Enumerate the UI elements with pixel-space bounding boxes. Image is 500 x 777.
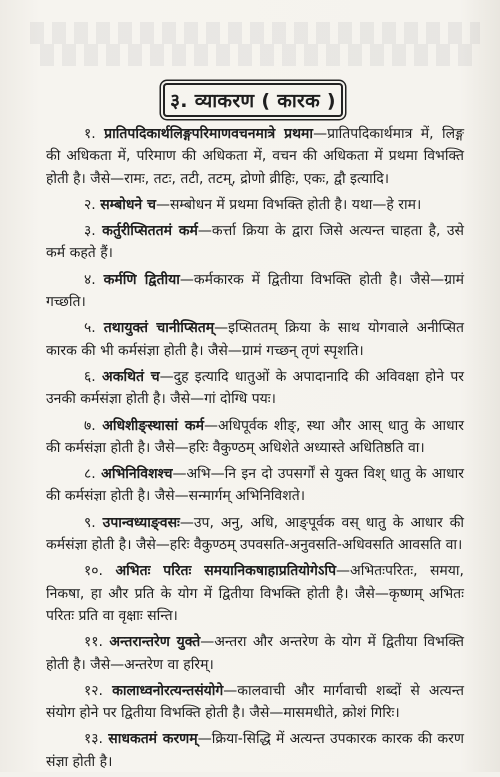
show-through-text	[30, 22, 480, 44]
sutra-number: १०.	[84, 563, 104, 580]
sutra-list	[46, 123, 464, 777]
show-through-text	[40, 44, 480, 66]
sutra-number: ११.	[84, 634, 104, 651]
sutra-number: ६.	[84, 368, 96, 385]
sutra-number: ७.	[84, 417, 96, 434]
sutra-item	[46, 463, 464, 508]
sutra-explanation: —प्रातिपदिकार्थमात्र में, लिङ्ग की अधिकता में, परिमाण की अधिकता में, वचन की अधिकता में प्रथमा विभक्ति होती है। जैसे—रामः, तटः, तटी, तटम्, द्रोणो व्रीहिः, एकः, द्वौ इत्यादि।	[46, 126, 464, 187]
section-heading-box	[163, 83, 343, 117]
sutra-item	[46, 220, 464, 265]
sutra-explanation: —सम्बोधन में प्रथमा विभक्ति होती है। यथा—हे राम।	[155, 196, 422, 213]
sutra-item	[46, 512, 464, 557]
sutra-term: अधिशीङ्स्थासां कर्म	[102, 417, 205, 434]
sutra-explanation: —इप्सिततम् क्रिया के साथ योगवाले अनीप्सित कारक की भी कर्मसंज्ञा होती है। जैसे—ग्रामं गच्छन् तृणं स्पृशति।	[46, 320, 465, 359]
sutra-item	[46, 631, 464, 676]
sutra-number: ४.	[84, 271, 96, 288]
sutra-term: कालाध्वनोरत्यन्तसंयोगे	[112, 682, 224, 699]
sutra-item	[46, 366, 464, 411]
sutra-term: अभिनिविशश्च	[101, 466, 173, 483]
sutra-explanation: —कर्त्ता क्रिया के द्वारा जिसे अत्यन्त चाहता है, उसे कर्म कहते हैं।	[46, 223, 465, 262]
sutra-number: १३.	[84, 731, 104, 748]
sutra-explanation: —अभि—नि इन दो उपसर्गों से युक्त विश् धातु के आधार की कर्मसंज्ञा होती है। जैसे—सन्मार्गम् अभिनिविशते।	[46, 466, 464, 505]
sutra-term: अन्तरान्तरेण युक्ते	[109, 634, 201, 651]
sutra-item	[46, 560, 464, 627]
sutra-term: सम्बोधने च	[100, 196, 156, 213]
sutra-item	[46, 194, 464, 216]
sutra-item	[46, 728, 464, 773]
sutra-number: १२.	[84, 682, 104, 699]
sutra-number: ८.	[84, 466, 96, 483]
sutra-explanation: —कालवाची और मार्गवाची शब्दों से अत्यन्त संयोग होने पर द्वितीया विभक्ति होती है। जैसे—मासमधीते, क्रोशं गिरिः।	[46, 682, 465, 722]
sutra-item	[46, 317, 464, 362]
sutra-explanation: —उप, अनु, अधि, आङ्पूर्वक वस् धातु के आधार की कर्मसंज्ञा होती है। जैसे—हरिः वैकुण्ठम् उपवसति-अनुवसति-अधिवसति आवसति वा।	[46, 514, 464, 554]
sutra-explanation: —अन्तरा और अन्तरेण के योग में द्वितीया विभक्ति होती है। जैसे—अन्तरेण वा हरिम्।	[46, 634, 464, 673]
sutra-item	[46, 123, 464, 190]
sutra-term: तथायुक्तं चानीप्सितम्	[103, 320, 215, 337]
sutra-term: कर्तुरीप्सिततमं कर्म	[102, 223, 198, 240]
sutra-number: ३.	[84, 223, 96, 240]
section-heading: ३. व्याकरण ( कारक )	[170, 90, 336, 112]
sutra-explanation: —अधिपूर्वक शीङ्, स्था और आस् धातु के आधार की कर्मसंज्ञा होती है। जैसे—हरिः वैकुण्ठम् अधिशेते अध्यास्ते अधितिष्ठति वा।	[46, 417, 465, 456]
sutra-term: कर्मणि द्वितीया	[103, 271, 180, 288]
sutra-term: साधकतमं करणम्	[108, 731, 198, 748]
sutra-number: २.	[84, 196, 96, 213]
sutra-number: ९.	[84, 514, 96, 531]
sutra-explanation: —कर्मकारक में द्वितीया विभक्ति होती है। जैसे—ग्रामं गच्छति।	[46, 271, 464, 311]
sutra-term: अकथितं च	[102, 368, 160, 385]
sutra-term: अभितः परितः समयानिकषाहाप्रतियोगेऽपि	[115, 563, 337, 580]
sutra-item	[46, 415, 464, 460]
sutra-item	[46, 680, 464, 725]
sutra-term: प्रातिपदिकार्थलिङ्गपरिमाणवचनमात्रे प्रथमा	[104, 126, 314, 142]
sutra-explanation: —दुह इत्यादि धातुओं के अपादानादि की अविवक्षा होने पर उनकी कर्मसंज्ञा होती है। जैसे—गां दोग्धि पयः।	[46, 368, 465, 408]
sutra-number: ५.	[84, 320, 96, 337]
sutra-item	[46, 269, 464, 314]
sutra-number: १.	[84, 126, 96, 142]
sutra-explanation: —क्रिया-सिद्धि में अत्यन्त उपकारक कारक की करण संज्ञा होती है।	[46, 731, 464, 770]
sutra-explanation: —अभितःपरितः, समया, निकषा, हा और प्रति के योग में द्वितीया विभक्ति होती है। जैसे—कृष्णम् अभितः परितः प्रति वा वृक्षाः सन्ति।	[46, 563, 464, 624]
sutra-term: उपान्वध्याङ्वसः	[102, 514, 180, 531]
